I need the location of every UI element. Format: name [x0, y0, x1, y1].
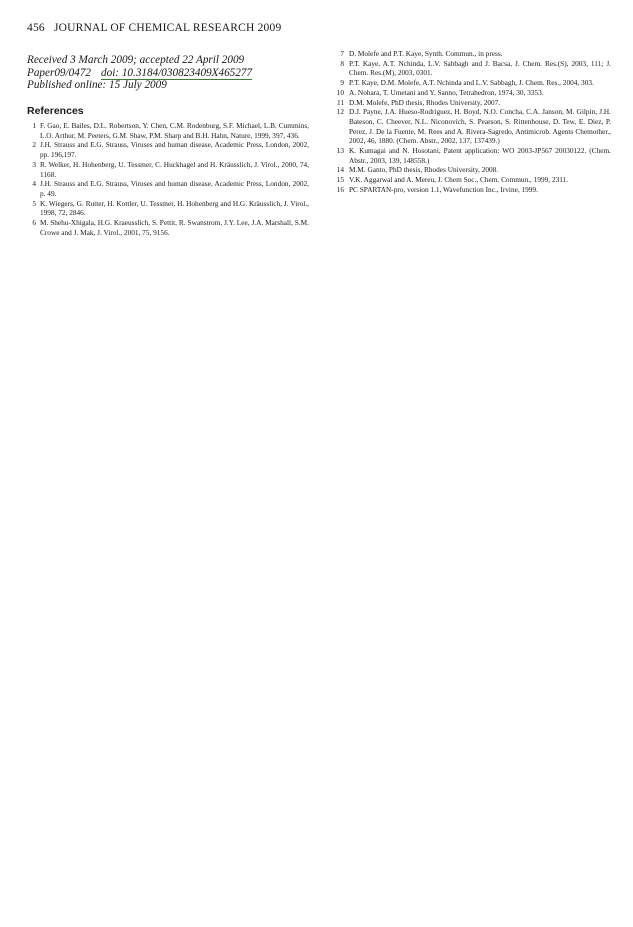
reference-item: [333, 175, 611, 185]
reference-text: K. Wiegers, G. Rutter, H. Kottler, U. Tessmer, H. Hohenberg and H.G. Kräusslich, J. Virol., 1998, 72, 2846.: [40, 198, 309, 218]
reference-text: V.K. Aggarwal and A. Mereu, J. Chem Soc., Chem. Commun., 1999, 2311.: [349, 175, 569, 185]
reference-text: F. Gao, E. Bailes, D.L. Robertson, Y. Chen, C.M. Rodenburg, S.F. Michael, L.B. Cummins, L.O. Arthur, M. Peeters, G.M. Shaw, P.M. Sharp and B.H. Hahn, Nature, 1999, 397, 436.: [40, 121, 309, 140]
reference-item: [333, 185, 611, 195]
reference-text: M.M. Ganto, PhD thesis, Rhodes University, 2008.: [349, 165, 499, 175]
running-head: [27, 22, 281, 34]
reference-item: [27, 179, 309, 198]
reference-item: [333, 78, 611, 88]
paper-id: Paper09/0472: [27, 66, 92, 79]
reference-text: M. Shehu-Xhigala, H.G. Kraeusslich, S. Pettit, R. Swanstrom, J.Y. Lee, J.A. Marshall, S.M. Crowe and J. Mak, J. Virol., 2001, 75, 9156.: [40, 218, 309, 237]
reference-item: [27, 199, 309, 218]
reference-item: [333, 88, 611, 98]
reference-text: P.T. Kaye, D.M. Molefe, A.T. Nchinda and L.V. Sabbagh, J. Chem. Res., 2004, 303.: [349, 78, 594, 88]
reference-text: R. Welker, H. Hohenberg, U. Tessmer, C. Huckhagel and H. Kräusslich, J. Virol., 2000, 74, 1168.: [40, 159, 309, 179]
reference-item: [333, 165, 611, 175]
journal-title: JOURNAL OF CHEMICAL RESEARCH 2009: [53, 22, 282, 34]
doi-link[interactable]: doi: 10.3184/030823409X465277: [101, 66, 253, 79]
reference-item: [333, 49, 611, 59]
reference-item: [333, 146, 611, 165]
reference-number: 13: [336, 146, 344, 156]
reference-number: 6: [32, 218, 36, 228]
reference-number: 2: [32, 140, 36, 150]
reference-item: [27, 160, 309, 179]
published-line: Published online: 15 July 2009: [27, 79, 167, 91]
reference-item: [27, 218, 309, 237]
reference-text: P.T. Kaye, A.T. Nchinda, L.V. Sabbagh and J. Bacsa, J. Chem. Res.(S), 2003, 111; J. Chem. Res.(M), 2003, 0301.: [349, 58, 611, 78]
reference-item: [27, 140, 309, 159]
references-heading: References: [27, 105, 84, 117]
reference-text: D.J. Payne, J.A. Hueso-Rodriguez, H. Boyd, N.O. Concha, C.A. Janson, M. Gilpin, J.H. Bateson, C. Cheever, N.L. Niconovich, S. Pearson, S. Rittenhouse, D. Tew, E. Diez, P. Perez, J. De la Fuente, M. Rees and A. Rivera-Sagredo, Antimicrob. Agents Chemother., 2002, 46, 1880. (Chem. Abstr., 2002, 137, 137439.): [349, 107, 611, 146]
page-number: 456: [27, 22, 45, 34]
reference-number: 3: [32, 159, 36, 169]
reference-number: 5: [32, 198, 36, 208]
reference-number: 15: [336, 175, 344, 185]
reference-item: [333, 107, 611, 146]
reference-item: [333, 59, 611, 78]
paper-line: [27, 67, 252, 80]
reference-number: 1: [32, 121, 36, 130]
reference-text: J.H. Strauss and E.G. Strauss, Viruses and human disease, Academic Press, London, 2002, p. 49.: [40, 179, 309, 198]
reference-text: K. Kumagai and N. Hosotani, Patent application: WO 2003-JP567 20030122. (Chem. Abstr., 2003, 139, 148558.): [349, 146, 611, 165]
reference-number: 4: [32, 179, 36, 189]
reference-number: 11: [336, 97, 344, 107]
reference-text: A. Nohara, T. Umetani and Y. Sanno, Tetrahedron, 1974, 30, 3353.: [349, 87, 544, 97]
reference-number: 10: [336, 87, 344, 97]
reference-number: 12: [336, 107, 344, 117]
reference-number: 16: [336, 184, 344, 194]
reference-text: PC SPARTAN-pro, version 1.1, Wavefunction Inc., Irvine, 1999.: [349, 184, 538, 194]
reference-number: 8: [340, 58, 344, 68]
reference-text: J.H. Strauss and E.G. Strauss, Viruses and human disease, Academic Press, London, 2002, pp. 196,197.: [40, 140, 309, 160]
reference-item: [27, 121, 309, 140]
reference-number: 7: [340, 49, 344, 58]
reference-text: D.M. Molefe, PhD thesis, Rhodes University, 2007.: [349, 97, 501, 107]
received-line: Received 3 March 2009; accepted 22 April 2009: [27, 54, 245, 66]
reference-number: 9: [340, 78, 344, 88]
reference-text: D. Molefe and P.T. Kaye, Synth. Commun., in press.: [349, 49, 503, 58]
publication-info: [27, 54, 252, 92]
reference-item: [333, 98, 611, 108]
references-list-left: [27, 121, 309, 237]
reference-number: 14: [336, 165, 344, 175]
references-list-right: [333, 49, 611, 195]
